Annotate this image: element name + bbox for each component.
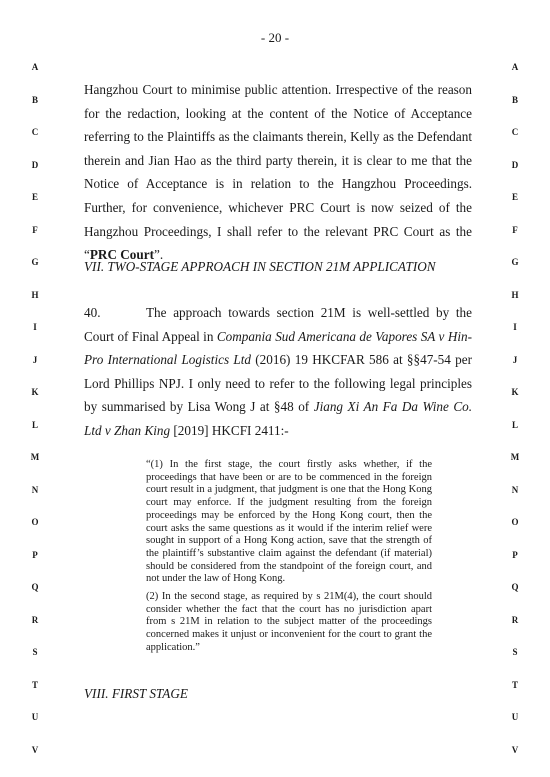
margin-letter: M <box>510 452 520 462</box>
margin-letter: L <box>511 419 518 430</box>
margin-letter: S <box>32 647 38 657</box>
margin-letter: E <box>511 192 518 202</box>
paragraph-40-text-2: (2016) 19 HKCFAR 586 at §§47-54 per Lord Phillips NPJ. I only need to refer to the following legal principles by summarised by Lisa Wong J at §48 of <box>84 352 472 415</box>
margin-letter: G <box>31 257 39 267</box>
block-quote <box>146 459 432 655</box>
margin-letter: F <box>512 224 518 235</box>
paragraph-text-end: ”. <box>153 247 164 263</box>
margin-letter: J <box>32 354 38 365</box>
margin-letter: M <box>30 452 40 462</box>
margin-letter: S <box>512 647 518 657</box>
margin-letter: A <box>31 62 39 72</box>
quote-paragraph-1: “(1) In the first stage, the court firstly asks whether, if the proceedings that have been or are to be commenced in the foreign court result in a judgment, that judgment is one that the Hong Kong court may enforce. If the judgment resulting from the foreign proceedings may be enforced by the Hong Kong court, then the court asks the same questions as it would if the interim relief were sought in support of a Hong Kong action, save that the strength of the plaintiff’s substantive claim against the defendant (if material) should be considered from the standpoint of the foreign court, and not under the law of Hong Kong. <box>146 459 432 585</box>
margin-letter: J <box>512 354 518 365</box>
margin-letter: U <box>511 712 519 722</box>
margin-letter: D <box>511 159 519 170</box>
paragraph-text: Hangzhou Court to minimise public attention. Irrespective of the reason for the redaction, looking at the content of the Notice of Acceptance referring to the Plaintiffs as the claimants therein, Kelly as the Defendant therein and Jian Hao as the third party therein, it is clear to me that the Notice of Acceptance is in relation to the Hangzhou Proceedings. Further, for convenience, whichever PRC Court is now seized of the Hangzhou Proceedings, I shall refer to the relevant PRC Court as the “ <box>84 82 472 263</box>
margin-letter: O <box>31 517 39 527</box>
margin-letter: Q <box>31 582 39 592</box>
margin-letter: N <box>511 484 519 495</box>
paragraph-40-text-3: [2019] HKCFI 2411:- <box>170 422 289 438</box>
paragraph-number: 40. <box>84 305 101 320</box>
page-number: - 20 - <box>260 30 290 45</box>
section-vii-heading: VII. TWO-STAGE APPROACH IN SECTION 21M APPLICATION <box>84 259 436 274</box>
margin-letter: F <box>32 224 38 235</box>
margin-letter: K <box>511 387 519 397</box>
margin-letter: Q <box>511 582 519 592</box>
margin-letter: U <box>31 712 39 722</box>
margin-letter: P <box>32 549 38 560</box>
paragraph-40-text-1: The approach towards section 21M is well-settled by the Court of Final Appeal in <box>84 305 472 344</box>
margin-letter: T <box>31 679 38 690</box>
margin-letter: B <box>511 94 518 105</box>
margin-letter: N <box>31 484 39 495</box>
margin-letter: V <box>31 744 39 755</box>
margin-letter: P <box>512 549 518 560</box>
section-viii-heading: VIII. FIRST STAGE <box>84 686 188 701</box>
margin-letter: H <box>31 289 39 300</box>
margin-letter: D <box>31 159 39 170</box>
defined-term-prc-court: PRC Court <box>89 247 154 263</box>
case-citation-jiang-xi: Jiang Xi An Fa Da Wine Co. Ltd v Zhan King <box>84 399 472 438</box>
margin-letter: A <box>511 62 519 72</box>
case-citation-compania: Compania Sud Americana de Vapores SA v Hin-Pro International Logistics Ltd <box>84 328 472 368</box>
margin-letter: I <box>513 322 517 332</box>
margin-letter: C <box>31 127 39 137</box>
margin-letter: G <box>511 257 519 267</box>
margin-letter: R <box>31 614 39 625</box>
margin-letter: V <box>511 744 519 755</box>
margin-letter: K <box>31 387 39 397</box>
margin-letter: T <box>511 679 518 690</box>
margin-letter: B <box>31 94 38 105</box>
margin-letter: O <box>511 517 519 527</box>
margin-letter: C <box>511 127 519 137</box>
margin-letter: L <box>31 419 38 430</box>
margin-letter: H <box>511 289 519 300</box>
quote-paragraph-2: (2) In the second stage, as required by s 21M(4), the court should consider whether the fact that the court has no jurisdiction apart from s 21M in relation to the subject matter of the proceedings concerned makes it unjust or inconvenient for the court to grant the application.” <box>146 591 432 653</box>
margin-letter: E <box>31 192 38 202</box>
margin-letter: R <box>511 614 519 625</box>
margin-letter: I <box>33 322 37 332</box>
paragraph-40 <box>84 301 472 443</box>
continued-paragraph <box>84 78 472 267</box>
